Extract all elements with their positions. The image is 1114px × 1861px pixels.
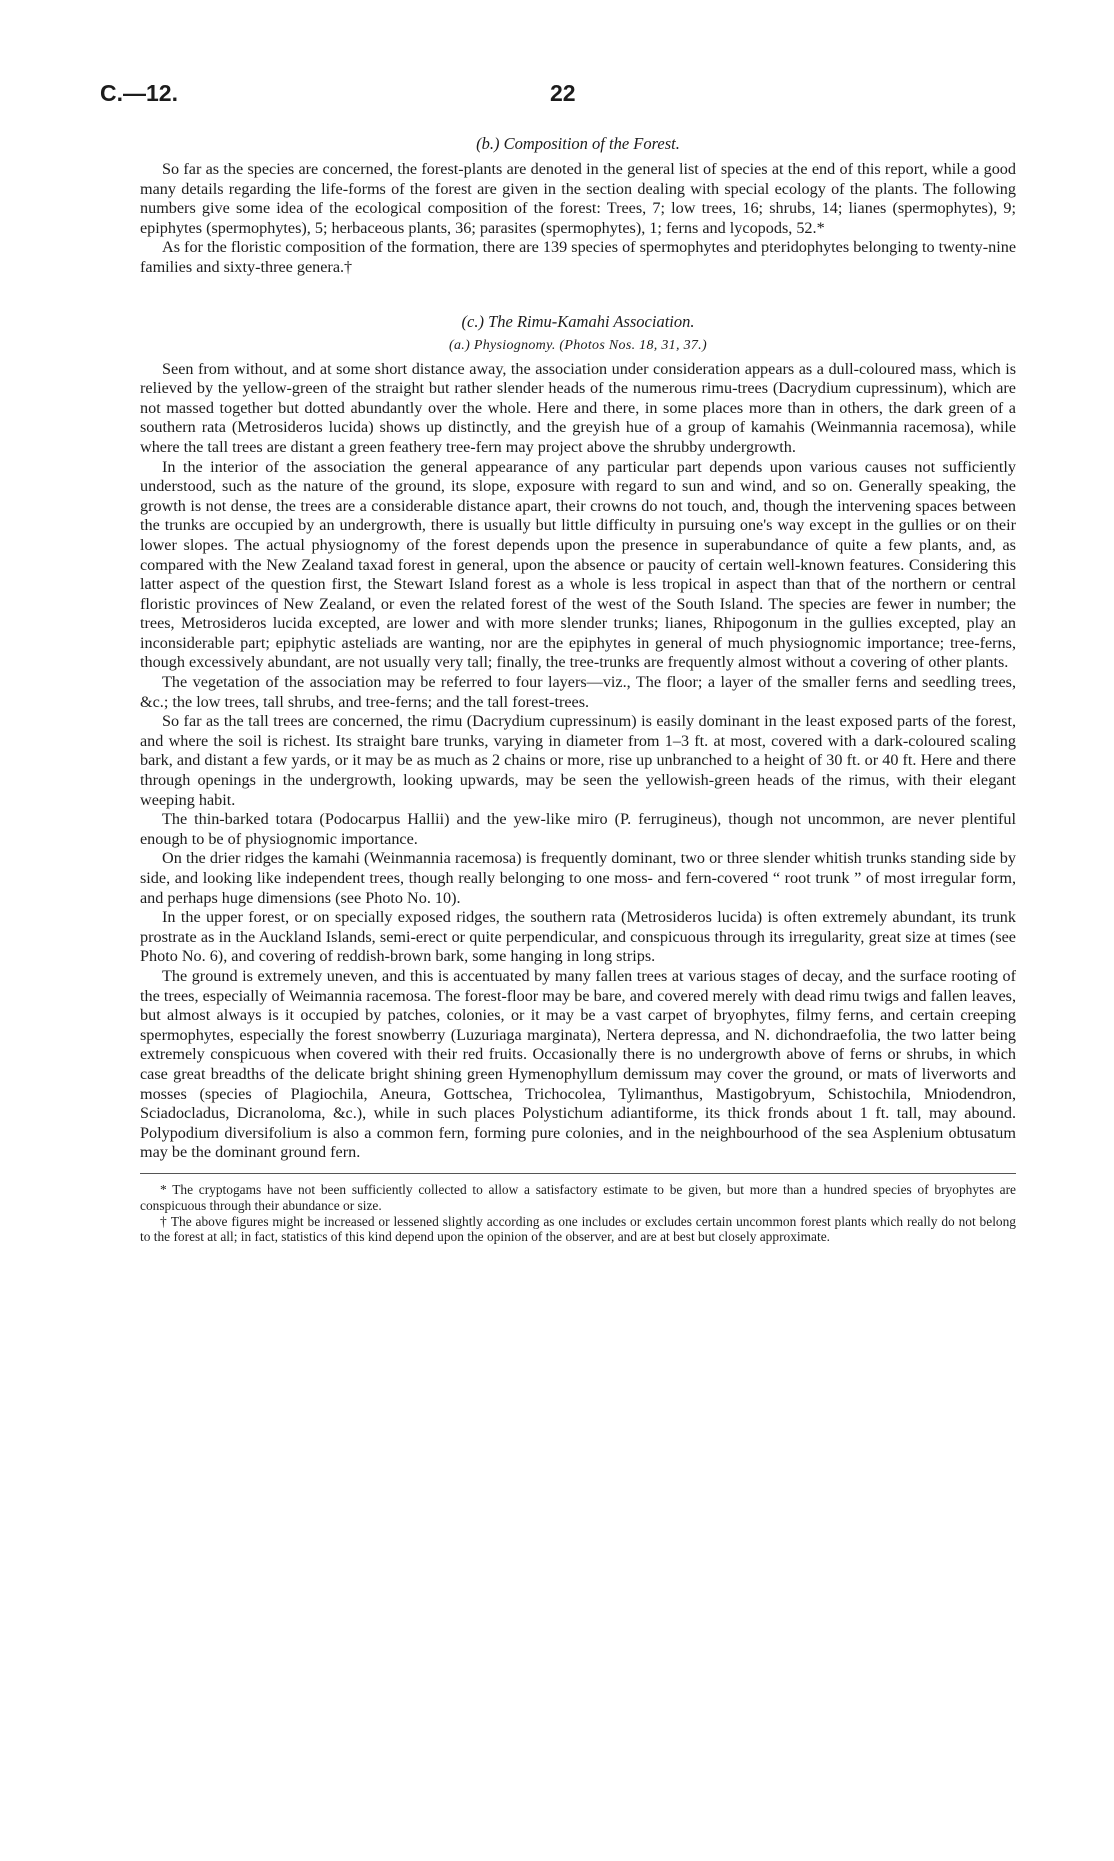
page-header [100, 74, 1016, 118]
paragraph: The thin-barked totara (Podocarpus Hallii) and the yew-like miro (P. ferrugineus), though not uncommon, are never plentiful enough to be of physiognomic importance. [140, 810, 1016, 848]
footnote: * The cryptogams have not been sufficiently collected to allow a satisfactory estimate to be given, but more than a hundred species of bryophytes are conspicuous through their abundance or size. [140, 1181, 1016, 1213]
section-composition [140, 134, 1016, 278]
section-heading: (c.) The Rimu-Kamahi Association. [461, 311, 695, 331]
sub-heading: (a.) Physiognomy. (Photos Nos. 18, 31, 37.) [449, 337, 707, 353]
page-number: 22 [550, 80, 576, 106]
footnote: † The above figures might be increased or lessened slightly according as one includes or excludes certain uncommon forest plants which really do not belong to the forest at all; in fact, statistics of this kind depend upon the opinion of the observer, and are at best but closely approximate. [140, 1213, 1016, 1245]
paragraph: As for the floristic composition of the formation, there are 139 species of spermophytes and pteridophytes belonging to twenty-nine families and sixty-three genera.† [140, 238, 1016, 276]
document-id: C.—12. [100, 80, 178, 106]
paragraph: The ground is extremely uneven, and this is accentuated by many fallen trees at various stages of decay, and the surface rooting of the trees, especially of Weimannia racemosa. The forest-floor may be bare, and covered merely with dead rimu twigs and fallen leaves, but almost always is it occupied by patches, colonies, or it may be a vast carpet of bryophytes, filmy ferns, and certain creeping spermophytes, especially the forest snowberry (Luzuriaga marginata), Nertera depressa, and N. dichondraefolia, the two latter being extremely conspicuous when covered with their red fruits. Occasionally there is no undergrowth above of ferns or shrubs, in which case great breadths of the delicate bright shining green Hymenophyllum demissum may cover the ground, or mats of liverworts and mosses (species of Plagiochila, Aneura, Gottschea, Trichocolea, Tylimanthus, Mastigobryum, Schistochila, Mniodendron, Sciadocladus, Dicranoloma, &c.), while in such places Polystichum adiantiforme, its thick fronds about 1 ft. tall, may abound. Polypodium diversifolium is also a common fern, forming pure colonies, and in the neighbourhood of the sea Asplenium obtusatum may be the dominant ground fern. [140, 966, 1016, 1162]
section-rimu-kamahi [140, 312, 1016, 1163]
paragraph: In the upper forest, or on specially exposed ridges, the southern rata (Metrosideros lucida) is often extremely abundant, its trunk prostrate as in the Auckland Islands, semi-erect or quite perpendicular, and conspicuous through its irregularity, great size at times (see Photo No. 6), and covering of reddish-brown bark, some hanging in long strips. [140, 908, 1016, 966]
paragraph: So far as the species are concerned, the forest-plants are denoted in the general list of species at the end of this report, while a good many details regarding the life-forms of the forest are given in the section dealing with special ecology of the plants. The following numbers give some idea of the ecological composition of the forest: Trees, 7; low trees, 16; shrubs, 14; lianes (spermophytes), 9; epiphytes (spermophytes), 5; herbaceous plants, 36; parasites (spermophytes), 1; ferns and lycopods, 52.* [140, 160, 1016, 237]
footnote-divider [140, 1173, 1016, 1174]
paragraph: In the interior of the association the general appearance of any particular part depends upon various causes not sufficiently understood, such as the nature of the ground, its slope, exposure with regard to sun and wind, and so on. Generally speaking, the growth is not dense, the trees are a considerable distance apart, their crowns do not touch, and, though the intervening spaces between the trunks are occupied by an undergrowth, there is usually but little difficulty in pursuing one's way except in the gullies or on their lower slopes. The actual physiognomy of the forest depends upon the presence in superabundance of quite a few plants, and, as compared with the New Zealand taxad forest in general, upon the absence or paucity of certain well-known features. Considering this latter aspect of the question first, the Stewart Island forest as a whole is less tropical in aspect than that of the northern or central floristic provinces of New Zealand, or even the related forest of the west of the South Island. The species are fewer in number; the trees, Metrosideros lucida excepted, are lower and with more slender trunks; lianes, Rhipogonum in the gullies excepted, play an inconsiderable part; epiphytic asteliads are wanting, nor are the epiphytes in general of much physiognomic importance; tree-ferns, though excessively abundant, are not usually very tall; finally, the tree-trunks are frequently almost without a covering of other plants. [140, 457, 1016, 672]
footnotes [140, 1182, 1016, 1245]
paragraph: Seen from without, and at some short distance away, the association under consideration appears as a dull-coloured mass, which is relieved by the yellow-green of the straight but rather slender heads of the numerous rimu-trees (Dacrydium cupressinum), which are not massed together but dotted abundantly over the whole. Here and there, in some places more than in others, the dark green of a southern rata (Metrosideros lucida) shows up distinctly, and the greyish hue of a group of kamahis (Weinmannia racemosa), while where the tall trees are distant a green feathery tree-fern may project above the shrubby undergrowth. [140, 359, 1016, 456]
paragraph: The vegetation of the association may be referred to four layers—viz., The floor; a layer of the smaller ferns and seedling trees, &c.; the low trees, tall shrubs, and tree-ferns; and the tall forest-trees. [140, 673, 1016, 711]
paragraph: On the drier ridges the kamahi (Weinmannia racemosa) is frequently dominant, two or three slender whitish trunks standing side by side, and looking like independent trees, though really belonging to one moss- and fern-covered “ root trunk ” of most irregular form, and perhaps huge dimensions (see Photo No. 10). [140, 849, 1016, 907]
paragraph: So far as the tall trees are concerned, the rimu (Dacrydium cupressinum) is easily dominant in the least exposed parts of the forest, and where the soil is richest. Its straight bare trunks, varying in diameter from 1–3 ft. at most, covered with a dark-coloured scaling bark, and distant a few yards, or it may be as much as 2 chains or more, rise up unbranched to a height of 30 ft. or 40 ft. Here and there through openings in the undergrowth, looking upwards, may be seen the yellowish-green heads of the rimus, with their elegant weeping habit. [140, 712, 1016, 809]
section-heading: (b.) Composition of the Forest. [476, 134, 680, 153]
